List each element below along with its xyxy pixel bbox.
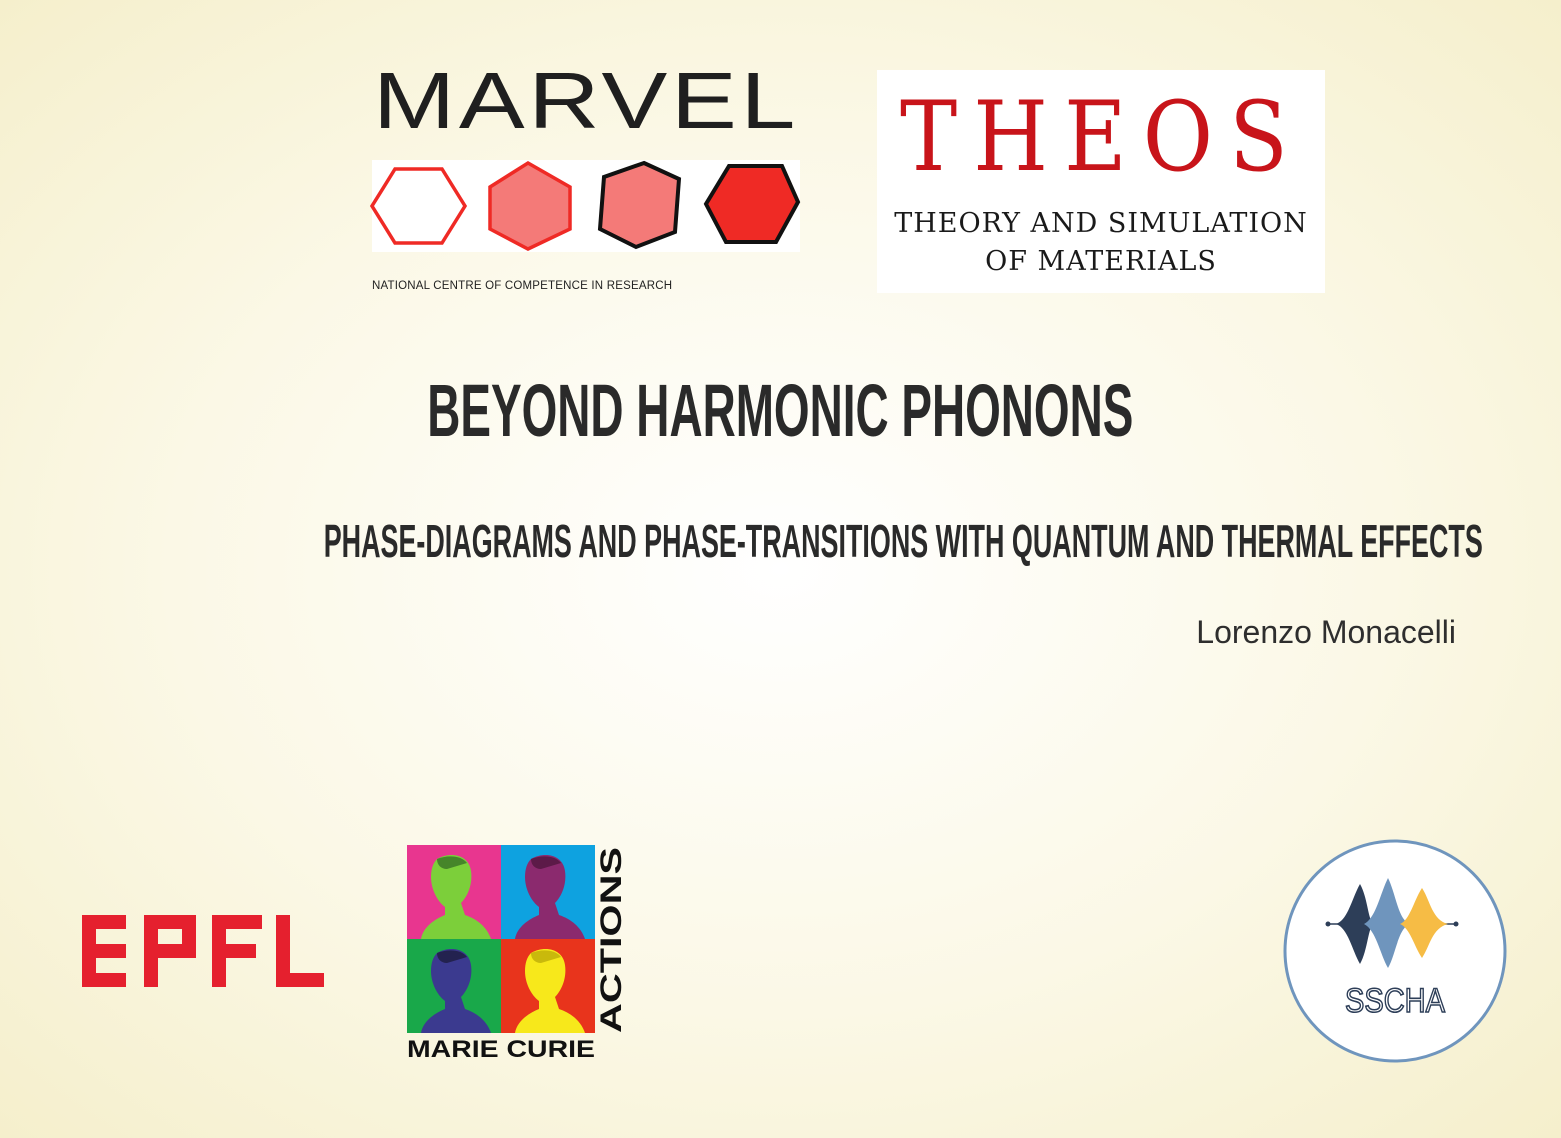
theos-wordmark [897, 74, 1307, 193]
marvel-hexagons [372, 160, 800, 252]
slide-subtitle: PHASE-DIAGRAMS AND PHASE-TRANSITIONS WITH QUANTUM AND THERMAL EFFECTS [323, 515, 1483, 567]
marie-curie-label: MARIE CURIE [407, 1036, 595, 1063]
author-name: Lorenzo Monacelli [1196, 614, 1456, 650]
theos-logo [877, 70, 1325, 293]
hexagon-2-icon [490, 163, 570, 249]
epfl-logo-icon [82, 915, 324, 987]
actions-label: ACTIONS [595, 898, 628, 1033]
sscha-circle [1285, 841, 1505, 1061]
hexagon-3-icon [600, 163, 679, 247]
theos-subtitle-line1: THEORY AND SIMULATION [894, 208, 1308, 239]
theos-word: THEOS [900, 81, 1304, 193]
hexagon-4-icon [706, 166, 798, 242]
marvel-logo [370, 56, 802, 298]
sscha-logo [1282, 838, 1508, 1064]
marvel-wordmark [370, 56, 802, 145]
slide-title: BEYOND HARMONIC PHONONS [427, 369, 1134, 452]
theos-subtitle-line2: OF MATERIALS [985, 246, 1217, 277]
marie-curie-actions-logo [407, 845, 628, 1063]
epfl-logo [82, 915, 324, 987]
sscha-label: SSCHA [1345, 982, 1446, 1020]
hexagon-1-icon [372, 169, 465, 243]
marvel-word: MARVEL [373, 56, 799, 145]
marvel-caption: NATIONAL CENTRE OF COMPETENCE IN RESEARCH [372, 280, 673, 292]
